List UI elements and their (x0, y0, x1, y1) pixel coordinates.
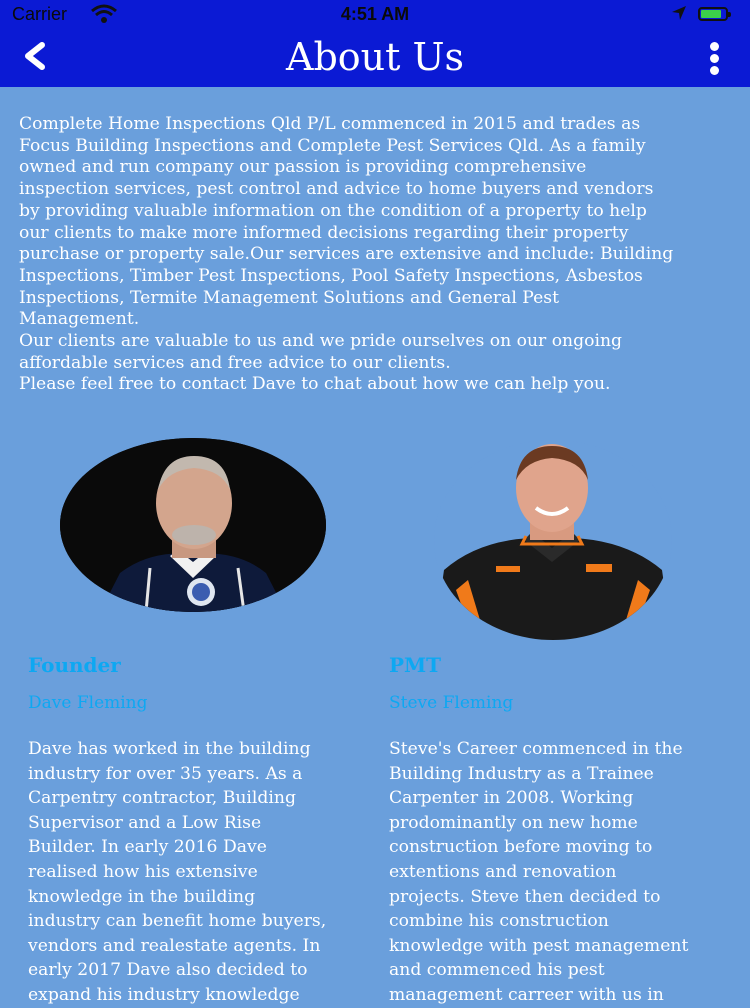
more-vertical-icon (710, 42, 719, 51)
pmt-photo (434, 440, 672, 640)
more-menu-button[interactable] (700, 40, 730, 76)
status-bar (0, 0, 750, 30)
founder-name: Dave Fleming (28, 693, 148, 713)
carrier-label: Carrier (12, 4, 68, 24)
founder-photo (60, 438, 326, 612)
founder-bio: Dave has worked in the building industry for over 35 years. As a Carpentry contractor, Building Supervisor and a Low Rise Builder. In early 2016 Dave realised how his extensive knowledge in the building industry can benefit home buyers, vendors and realestate agents. In early 2017 Dave also decided to expand his industry knowledge (28, 739, 327, 1005)
founder-role: Founder (28, 653, 121, 677)
about-text: Complete Home Inspections Qld P/L commenced in 2015 and trades as Focus Building Inspections and Complete Pest Services Qld. As a family owned and run company our passion is providing comprehensive inspection services, pest control and advice to home buyers and vendors by providing valuable information on the condition of a property to help our clients to make more informed decisions regarding their property purchase or property sale.Our services are extensive and include: Building Inspections, Timber Pest Inspections, Pool Safety Inspections, Asbestos Inspections, Termite Management Solutions and General Pest Management. Our clients are valuable to us and we pride ourselves on our ongoing affordable services and free advice to our clients. Please feel free to contact Dave to chat about how we can help you. (19, 114, 674, 395)
pmt-bio: Steve's Career commenced in the Building Industry as a Trainee Carpenter in 2008. Working prodominantly on new home construction before moving to extentions and renovation projects. Steve then decided to combine his construction knowledge with pest management and commenced his pest management carreer with us in (389, 739, 689, 1005)
pmt-role: PMT (389, 653, 442, 677)
status-time: 4:51 AM (340, 4, 410, 24)
pmt-name: Steve Fleming (389, 693, 514, 713)
app-header (0, 0, 750, 87)
location-arrow-icon (670, 4, 688, 27)
page-title: About Us (286, 35, 464, 79)
battery-icon (698, 7, 728, 21)
